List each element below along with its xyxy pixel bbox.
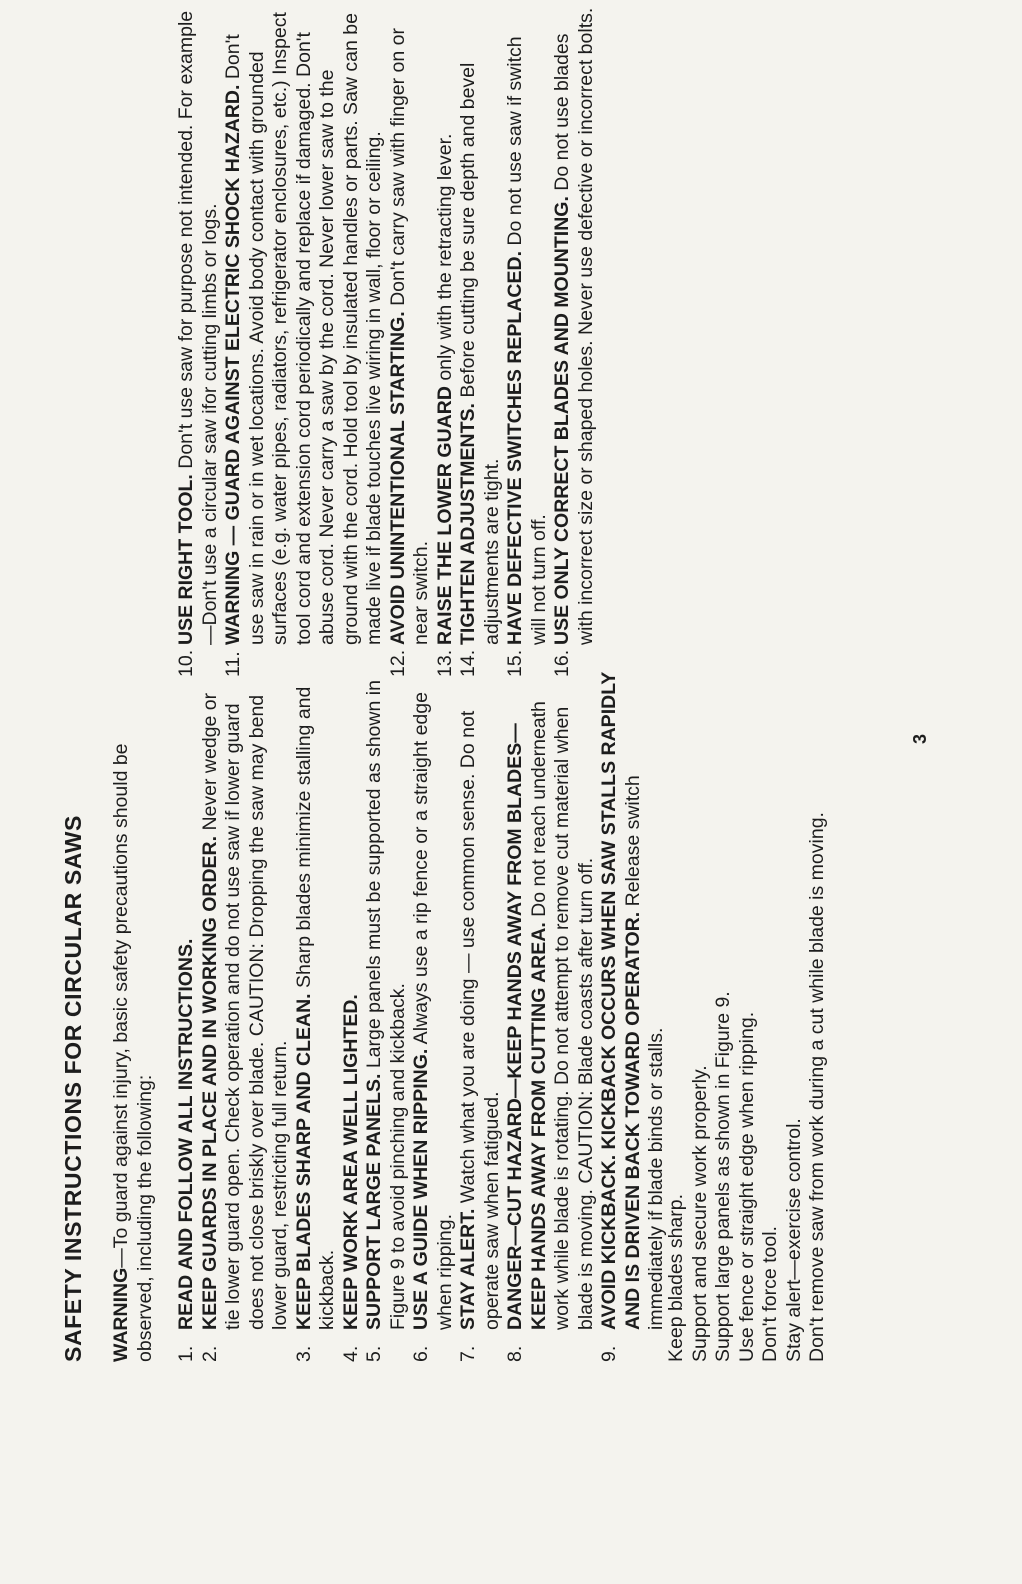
instruction-item <box>504 7 551 677</box>
item-body <box>434 7 458 645</box>
item-number: 9. <box>598 1345 620 1362</box>
item-body <box>222 7 387 645</box>
item-number: 1. <box>175 1345 197 1362</box>
summary-list <box>665 672 830 1362</box>
item-number: 11. <box>222 651 244 677</box>
instruction-item <box>551 7 598 677</box>
item-body <box>504 7 551 645</box>
item-heading: AVOID UNINTENTIONAL STARTING. <box>386 311 409 645</box>
summary-line: Keep blades sharp. <box>665 1193 687 1362</box>
item-number: 15. <box>504 649 526 677</box>
item-text: Do not use saw if switch will not turn off. <box>504 36 550 645</box>
item-text: Don't use saw for purpose not intended. For example—Don't use a circular saw ifor cutting limbs or logs. <box>175 10 221 645</box>
intro-paragraph <box>110 672 157 1362</box>
summary-line: Support large panels as shown in Figure 9. <box>712 991 734 1362</box>
item-heading: WARNING — GUARD AGAINST ELECTRIC SHOCK HAZARD. <box>222 84 244 645</box>
item-heading: KEEP WORK AREA WELL LIGHTED. <box>339 994 362 1330</box>
item-text: Sharp blades minimize stalling and kickback. <box>292 686 338 1330</box>
item-number: 3. <box>292 1345 315 1362</box>
item-heading: USE RIGHT TOOL. <box>175 474 197 645</box>
item-number: 8. <box>504 1345 526 1362</box>
item-body <box>551 7 598 645</box>
instruction-item <box>457 672 504 1362</box>
instruction-item <box>410 672 457 1362</box>
item-heading: USE ONLY CORRECT BLADES AND MOUNTING. <box>551 196 573 645</box>
instruction-item <box>434 7 458 677</box>
item-text: Do not reach underneath work while blade is rotating. Do not attempt to remove cut material when blade is moving. CAUTION: Blade coasts after turn off. <box>527 701 597 1330</box>
item-text: Watch what you are doing — use common sense. Do not operate saw when fatigued. <box>457 710 503 1330</box>
intro-text: —To guard against injury, basic safety precautions should be observed, including the following: <box>110 743 156 1362</box>
item-body <box>598 672 669 1330</box>
instruction-list-left <box>175 672 669 1362</box>
item-text: Always use a rip fence or a straight edge when ripping. <box>410 692 456 1330</box>
summary-line: Use fence or straight edge when ripping. <box>735 1011 758 1362</box>
item-number: 10. <box>175 649 197 677</box>
item-heading: SUPPORT LARGE PANELS. <box>363 1073 385 1330</box>
item-text: Release switch immediately if blade binds or stalls. <box>621 775 667 1330</box>
instruction-item <box>293 672 340 1362</box>
item-text: Don't use saw in rain or in wet locations. Avoid body contact with grounded surfaces (e.g. water pipes, radiators, refrigerator enclosures, etc.) Inspect tool cord and extension cord periodically and replace if damaged. Don't abuse cord. Never carry a saw by the cord. Never lower saw to the ground with the cord. Hold tool by insulated handles or parts. Saw can be made live if blade touches live wiring in wall, floor or ceiling. <box>222 12 385 645</box>
item-number: 13. <box>433 649 456 677</box>
summary-line: Support and secure work properly. <box>688 1065 711 1362</box>
instruction-item <box>199 672 293 1362</box>
item-number: 7. <box>457 1345 479 1362</box>
item-body <box>457 7 504 645</box>
instruction-item <box>504 672 598 1362</box>
item-body <box>363 672 410 1330</box>
item-body <box>387 7 434 645</box>
item-number: 12. <box>386 649 409 677</box>
instruction-item <box>175 672 199 1362</box>
instruction-item <box>387 7 434 677</box>
item-heading: AVOID KICKBACK. KICKBACK OCCURS WHEN SAW STALLS RAPIDLY AND IS DRIVEN BACK TOWARD OPERATOR. <box>598 672 644 1330</box>
item-heading: HAVE DEFECTIVE SWITCHES REPLACED. <box>504 250 526 645</box>
item-number: 5. <box>363 1345 385 1362</box>
item-body <box>175 672 199 1330</box>
item-text: Do not use blades with incorrect size or shaped holes. Never use defective or incorrect bolts. <box>551 7 597 645</box>
item-heading: KEEP BLADES SHARP AND CLEAN. <box>292 993 315 1330</box>
item-number: 2. <box>198 1345 221 1362</box>
instruction-item <box>222 7 387 677</box>
item-text: Never wedge or tie lower guard open. Check operation and do not use saw if lower guard does not close briskly over blade. CAUTION: Dropping the saw may bend lower guard, restricting full return. <box>198 692 291 1330</box>
item-heading: STAY ALERT. <box>457 1208 479 1330</box>
item-heading: TIGHTEN ADJUSTMENTS. <box>457 403 479 645</box>
item-number: 6. <box>410 1345 432 1362</box>
item-heading: KEEP GUARDS IN PLACE AND IN WORKING ORDER. <box>198 835 221 1330</box>
summary-line: Don't remove saw from work during a cut while blade is moving. <box>806 812 828 1362</box>
item-heading: READ AND FOLLOW ALL INSTRUCTIONS. <box>175 938 197 1330</box>
item-text: only with the retracting lever. <box>433 133 456 387</box>
item-body <box>199 672 293 1330</box>
page-title: SAFETY INSTRUCTIONS FOR CIRCULAR SAWS <box>60 815 86 1362</box>
instruction-item <box>340 672 364 1362</box>
item-number: 4. <box>339 1345 362 1362</box>
item-number: 14. <box>457 649 479 677</box>
item-body <box>175 7 222 645</box>
page-number: 3 <box>910 733 930 744</box>
item-text: Don't carry saw with finger on or near switch. <box>386 27 432 645</box>
item-heading: RAISE THE LOWER GUARD <box>433 386 456 645</box>
summary-line: Stay alert—exercise control. <box>782 1118 805 1362</box>
item-heading: USE A GUIDE WHEN RIPPING. <box>410 1048 432 1330</box>
instruction-item <box>175 7 222 677</box>
summary-line: Don't force tool. <box>759 1226 781 1362</box>
item-text: Large panels must be supported as shown in Figure 9 to avoid pinching and kickback. <box>363 680 409 1330</box>
item-body <box>457 672 504 1330</box>
instruction-item <box>598 672 669 1362</box>
instruction-item <box>457 7 504 677</box>
instruction-list-right <box>175 7 598 677</box>
item-heading: DANGER—CUT HAZARD—KEEP HANDS AWAY FROM BLADES—KEEP HANDS AWAY FROM CUTTING AREA. <box>504 723 550 1330</box>
instruction-item <box>363 672 410 1362</box>
item-body <box>293 672 340 1330</box>
item-body <box>504 672 598 1330</box>
item-body <box>410 672 457 1330</box>
item-body <box>340 672 364 1330</box>
item-number: 16. <box>551 649 573 677</box>
warning-label: WARNING <box>110 1267 132 1362</box>
item-text: Before cutting be sure depth and bevel adjustments are tight. <box>457 62 503 645</box>
